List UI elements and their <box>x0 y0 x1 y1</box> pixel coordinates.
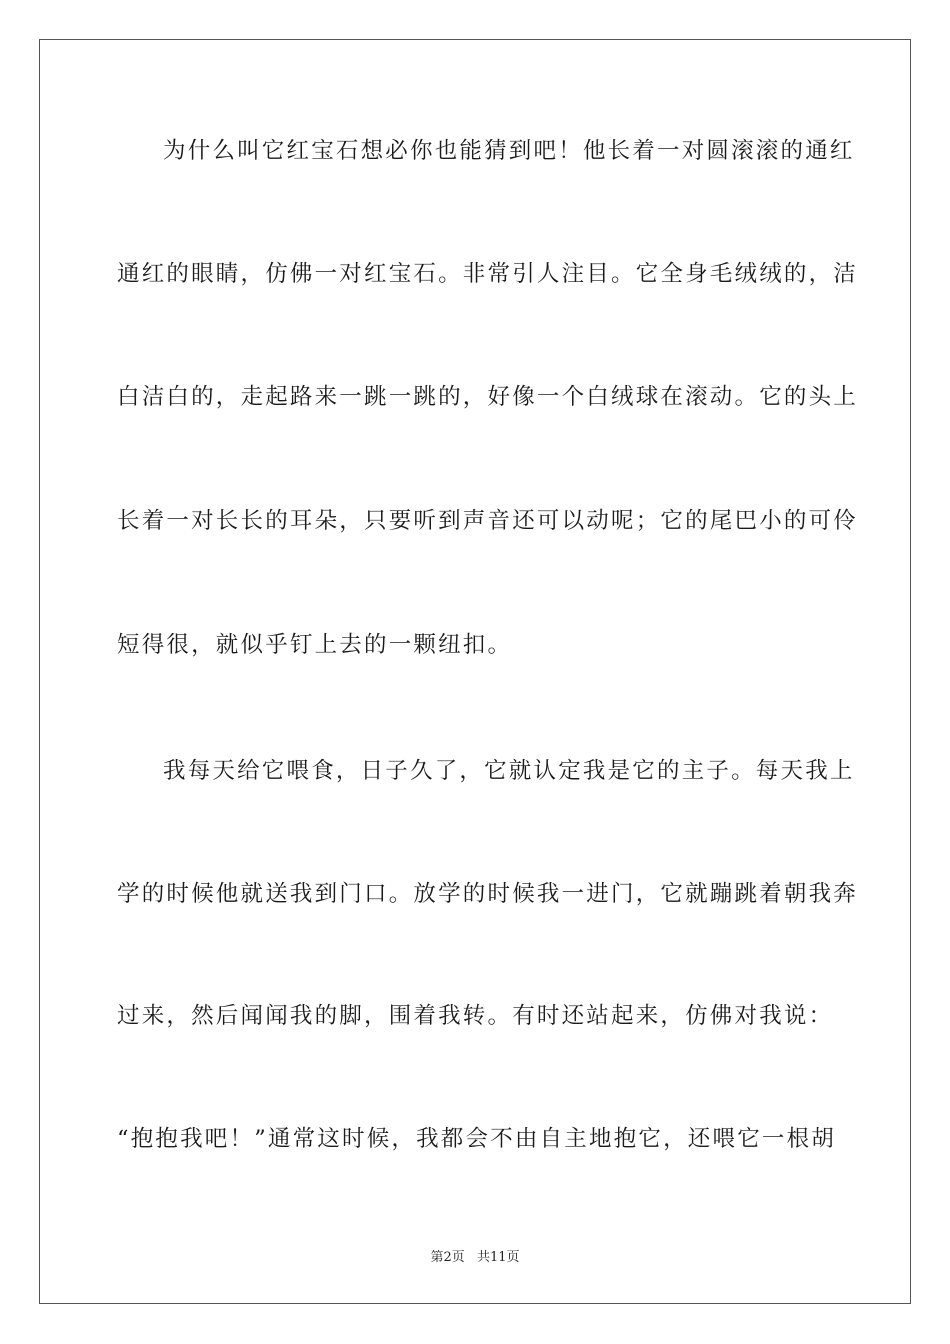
paragraph-2-line-3: 过来，然后闻闻我的脚，围着我转。有时还站起来，仿佛对我说： <box>117 1003 834 1029</box>
page-footer <box>0 1246 950 1265</box>
paragraph-1-line-1: 为什么叫它红宝石想必你也能猜到吧！他长着一对圆滚滚的通红 <box>163 138 855 164</box>
page-border <box>39 39 911 1304</box>
paragraph-1-line-3: 白洁白的，走起路来一跳一跳的，好像一个白绒球在滚动。它的头上 <box>117 384 859 410</box>
paragraph-1-line-4: 长着一对长长的耳朵，只要听到声音还可以动呢；它的尾巴小的可伶 <box>117 508 859 534</box>
paragraph-2-line-2: 学的时候他就送我到门口。放学的时候我一进门，它就蹦跳着朝我奔 <box>117 881 859 907</box>
paragraph-2-line-1: 我每天给它喂食，日子久了，它就认定我是它的主子。每天我上 <box>163 758 855 784</box>
paragraph-1-line-5: 短得很，就似乎钉上去的一颗纽扣。 <box>117 632 513 658</box>
page-number: 第2页 <box>430 1250 465 1265</box>
paragraph-1-line-2: 通红的眼睛，仿佛一对红宝石。非常引人注目。它全身毛绒绒的，洁 <box>117 261 859 287</box>
page-total: 共11页 <box>476 1250 520 1265</box>
paragraph-2-line-4: “抱抱我吧！”通常这时候，我都会不由自主地抱它，还喂它一根胡 <box>117 1126 837 1152</box>
